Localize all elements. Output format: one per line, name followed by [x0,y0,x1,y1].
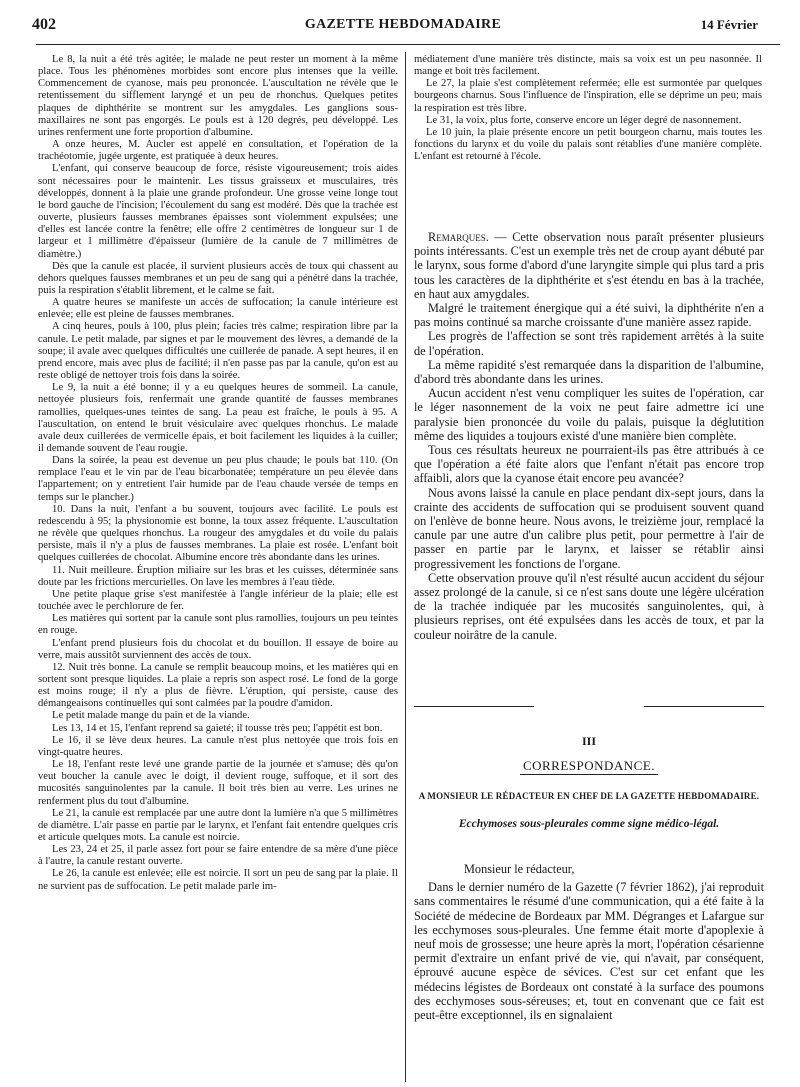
section-number: III [581,734,596,748]
paragraph: Les 13, 14 et 15, l'enfant reprend sa gaieté; il tousse très peu; l'appétit est bon. [52,722,383,734]
article-title: Ecchymoses sous-pleurales comme signe médico-légal. [458,818,720,830]
paragraph: Le 26, la canule est enlevée; elle est noircie. Il sort un peu de sang par la plaie. Il ne survient pas de suffocation. Le petit malade parle im- [38,868,398,892]
paragraph: L'enfant, qui conserve beaucoup de force, résiste vigoureusement; trois aides sont nécessaires pour le maintenir. Les tissus graisseux et musculaires, très développés, donnent à la plaie une grande profondeur. Une grosse veine longe tout le bord gauche de l'incision; l'écoulement du sang est modéré. Dès que la trachée est ouverte, plusieurs fausses membranes épaisses sont violemment expulsées; une d'elles est lancée contre la fenêtre; elle offre 2 centimètres de longueur sur 1 de largeur et 1 millimètre d'épaisseur (lumière de la canule de 7 millimètres de diamètre.) [38,163,398,260]
paragraph: Tous ces résultats heureux ne pourraient-ils pas être attribués à ce que l'opération a été faite alors que l'enfant n'était pas encore trop affaibli, alors que la cyanose était encore peu avancée? [414,443,764,486]
paragraph: Nous avons laissé la canule en place pendant dix-sept jours, dans la crainte des accidents de suffocation qui se produisent souvent quand on l'enlève de bonne heure. Nous avons, le treizième jour, remplacé la canule par une autre d'un calibre plus petit, pour permettre à l'air de passer en partie par le larynx, et laisser se rétablir ainsi progressivement les fonctions de l'organe. [414,485,764,571]
paragraph: 11. Nuit meilleure. Éruption miliaire sur les bras et les cuisses, déterminée sans doute par les frictions mercurielles. On lave les membres à l'eau tiède. [38,564,398,588]
paragraph: Dans la soirée, la peau est devenue un peu plus chaude; le pouls bat 110. (On remplace l'eau et le vin par de l'eau bicarbonatée; température un peu élevée dans l'appartement; on y entretient l'air humide par de l'eau chaude versée de temps en temps sur le plancher.) [38,455,398,503]
paragraph: Aucun accident n'est venu compliquer les suites de l'opération, car le léger nasonnement de la voix ne peut faire admettre ici une paralysie bien prononcée du voile du palais, puisque la déglutition même des liquides a toujours existé d'une manière bien complète. [414,386,764,443]
letter-paragraph: Dans le dernier numéro de la Gazette (7 février 1862), j'ai reproduit sans commentaires le résumé d'une communication, qui a été faite à la Société de médecine de Bordeaux par MM. Dégranges et Lafargue sur les ecchymoses sous-pleurales. Une femme était morte d'apoplexie à neuf mois de grossesse; une heure après la mort, l'opération césarienne permit d'extraire un enfant privé de vie, qui n'avait, par conséquent, éprouvé aucune espèce de sévices. C'est sur cet enfant que les médecins légistes de Bordeaux ont constaté à la surface des poumons des ecchymoses sous-séreuses; et, tout en convenant que ce fait est peut-être exceptionnel, ils en signalaient [414,880,764,1023]
remarks-text: — Cette observation nous paraît présenter plusieurs points intéressants. C'est un exemple très net de croup ayant débuté par le larynx, sous forme d'abord d'une laryngite simple qui plus tard a pris tous les caractères de la diphthérite et s'est étendu en bas à la trachée, en haut aux amygdales. [414,230,764,301]
paragraph: Le 18, l'enfant reste levé une grande partie de la journée et s'amuse; dès qu'on veut boucher la canule avec le doigt, il devient rouge, suffoque, et il sort des mucosités sanguinolentes par la canule. Il boit très bien au verre. Les urines ne renferment plus du tout d'albumine. [38,759,398,807]
section-title [414,758,764,775]
paragraph: Dès que la canule est placée, il survient plusieurs accès de toux qui chassent au dehors quelques fausses membranes et un peu de sang qui a pénétré dans la trachée, puis la respiration s'établit librement, et le calme se fait. [38,260,398,296]
section-title-text: CORRESPONDANCE. [520,758,658,775]
paragraph: Cette observation prouve qu'il n'est résulté aucun accident du séjour assez prolongé de la canule, si ce n'est sans doute une légère ulcération de la trachée indiquée par les mucosités sanguinolentes, qui, à plusieurs reprises, ont été expulsées dans les accès de toux, et par la couleur noirâtre de la canule. [414,570,764,642]
paragraph: A cinq heures, pouls à 100, plus plein; facies très calme; respiration libre par la canule. Le petit malade, par signes et par le mouvement des lèvres, a demandé de la soupe; il avale avec quelques difficultés une cuillerée de panade. A sept heures, il en prend encore, mais avec plus de facilité; il n'en passe pas par la canule, qu'on est au reste obligé de nettoyer trois fois dans la soirée. [38,321,398,382]
paragraph: médiatement d'une manière très distincte, mais sa voix est un peu nasonnée. Il mange et boit très facilement. [414,54,762,78]
separator-rule-left [414,706,534,707]
issue-date: 14 Février [700,17,758,32]
paragraph: Les 23, 24 et 25, il parle assez fort pour se faire entendre de sa mère d'une pièce à l'autre, la canule restant ouverte. [38,844,398,868]
page-number: 402 [32,16,56,33]
journal-title: GAZETTE HEBDOMADAIRE [304,17,502,32]
paragraph: Le 16, il se lève deux heures. La canule n'est plus nettoyée que trois fois en vingt-quatre heures. [38,734,398,758]
paragraph: Le 31, la voix, plus forte, conserve encore un léger degré de nasonnement. [426,114,742,126]
section-subtitle: A MONSIEUR LE RÉDACTEUR EN CHEF DE LA GAZETTE HEBDOMADAIRE. [418,791,760,801]
paragraph: Le 10 juin, la plaie présente encore un petit bourgeon charnu, mais toutes les fonctions du larynx et du voile du palais sont rétablies d'une manière complète. L'enfant est retourné à l'école. [414,126,762,163]
remarks-lead: Remarques. [428,230,489,244]
paragraph: Le petit malade mange du pain et de la viande. [52,710,250,722]
page-header [22,16,784,38]
left-column [38,54,398,893]
paragraph: Le 27, la plaie s'est complètement refermée; elle est surmontée par quelques bourgeons charnus. Sous l'influence de l'inspiration, elle se déprime un peu; mais la respiration est très libre. [414,78,762,114]
column-divider [405,52,406,1082]
paragraph: A quatre heures se manifeste un accès de suffocation; la canule intérieure est enlevée; elle est pleine de fausses membranes. [38,297,398,321]
paragraph: 12. Nuit très bonne. La canule se remplit beaucoup moins, et les matières qui en sortent sont presque liquides. La plaie a repris son aspect rosé. Le fond de la gorge est moins rouge; il n'y a plus de fièvre. L'éruption, qui persiste, cause des démangeaisons continuelles qui sont calmées par la poudre d'amidon. [38,661,398,710]
paragraph: Malgré le traitement énergique qui a été suivi, la diphthérite n'en a pas moins continué sa marche croissante d'une manière assez rapide. [414,301,764,330]
paragraph: L'enfant prend plusieurs fois du chocolat et du bouillon. Il essaye de boire au verre, mais aussitôt surviennent des accès de toux. [38,637,398,661]
remarks-paragraph [414,230,764,301]
separator-rule-right [644,706,764,707]
paragraph: Le 8, la nuit a été très agitée; le malade ne peut rester un moment à la même place. Tous les phénomènes morbides sont encore plus intenses que la veille. Commencement de cyanose, mais peu prononcée. L'auscultation ne révèle que le retentissement du sifflement laryngé et un peu de rhonchus. Quelques petites plaques de diphthérite se montrent sur les amygdales. Les ganglions sous-maxillaires ne sont pas engorgés. Le pouls est à 120 degrés, peu développé. Les urines renferment une forte proportion d'albumine. [38,54,398,138]
paragraph: Le 21, la canule est remplacée par une autre dont la lumière n'a que 5 millimètres de diamètre. L'air passe en partie par le larynx, et l'enfant fait entendre quelques cris et articule quelques mots. La canule est noircie. [38,807,398,843]
paragraph: Les matières qui sortent par la canule sont plus ramollies, toujours un peu teintes en rouge. [38,613,398,637]
remarks-section [414,230,764,642]
paragraph: 10. Dans la nuit, l'enfant a bu souvent, toujours avec facilité. Le pouls est redescendu à 95; la physionomie est bonne, la toux assez fréquente. L'auscultation ne révèle que quelques rhonchus. La rougeur des amygdales et du voile du palais persiste, mais il n'y a plus de fausses membranes. La plaie est rosée. L'enfant boit quelques cuillerées de chocolat. Albumine encore très abondante dans les urines. [38,503,398,564]
section-separator [414,706,764,707]
letter-body [414,862,764,1022]
salutation: Monsieur le rédacteur, [464,862,575,876]
paragraph: A onze heures, M. Aucler est appelé en consultation, et l'opération de la trachéotomie, jugée urgente, est pratiquée à deux heures. [38,139,398,163]
paragraph: Le 9, la nuit a été bonne; il y a eu quelques heures de sommeil. La canule, nettoyée plusieurs fois, renfermait une grande quantité de fausses membranes ramollies, quelques-unes teintes de sang. La peau est fraîche, le pouls à 95. A l'auscultation, on entend le bruit vésiculaire avec quelques rhonchus. Le malade avale deux cuillerées de vermicelle épais, et boit facilement les liquides à la cuiller; il demande souvent de l'eau rougie. [38,382,398,454]
paragraph: La même rapidité s'est remarquée dans la disparition de l'albumine, d'abord très abondante dans les urines. [414,357,764,387]
paragraph: Les progrès de l'affection se sont très rapidement arrêtés à la suite de l'opération. [414,329,764,358]
header-rule [36,44,780,45]
right-column-top [414,54,762,163]
paragraph: Une petite plaque grise s'est manifestée à l'angle inférieur de la plaie; elle est touchée avec le perchlorure de fer. [38,588,398,613]
